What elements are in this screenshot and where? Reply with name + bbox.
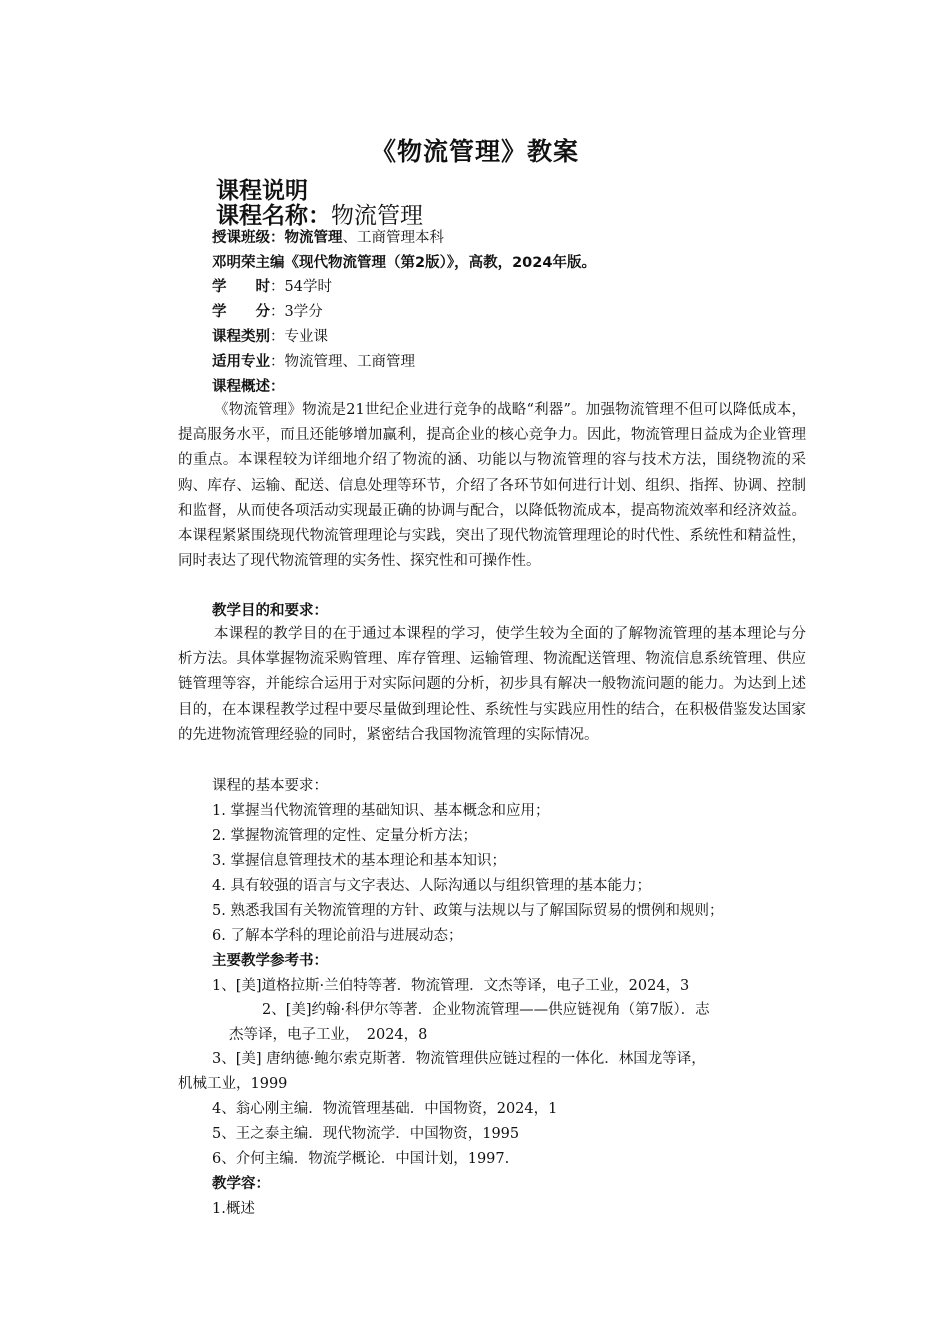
class-line <box>212 228 444 248</box>
category-line <box>212 327 328 347</box>
major-label: 适用专业 <box>212 354 270 370</box>
requirement-item: 5. 熟悉我国有关物流管理的方针、政策与法规以与了解国际贸易的惯例和规则； <box>212 903 724 919</box>
credits-label: 学 分 <box>212 304 270 320</box>
overview-label: 课程概述： <box>212 379 285 395</box>
requirement-item: 6. 了解本学科的理论前沿与进展动态； <box>212 928 463 944</box>
requirement-item: 3. 掌握信息管理技术的基本理论和基本知识； <box>212 853 506 869</box>
course-name-label: 课程名称： <box>216 203 331 229</box>
hours-line <box>212 277 332 297</box>
reference-item: 4、翁心刚主编．物流管理基础．中国物资，2024，1 <box>212 1101 558 1117</box>
major-value: ：物流管理、工商管理 <box>270 354 415 370</box>
course-description-heading: 课程说明 <box>216 178 308 204</box>
class-value-rest: 、工商管理本科 <box>342 230 444 246</box>
category-value: ：专业课 <box>270 329 328 345</box>
reference-item: 3、[美] 唐纳德·鲍尔索克斯著．物流管理供应链过程的一体化．林国龙等译， <box>212 1051 706 1067</box>
teaching-content-label: 教学容： <box>212 1176 270 1192</box>
textbook-line: 邓明荣主编《现代物流管理（第2版）》，高教，2024年版。 <box>212 255 596 271</box>
credits-line <box>212 302 323 322</box>
reference-item: 5、王之泰主编．现代物流学．中国物资，1995 <box>212 1126 520 1142</box>
basic-requirements-label: 课程的基本要求： <box>212 778 328 794</box>
document-title: 《物流管理》教案 <box>370 137 579 166</box>
requirement-item: 2. 掌握物流管理的定性、定量分析方法； <box>212 828 477 844</box>
requirement-item: 4. 具有较强的语言与文字表达、人际沟通以与组织管理的基本能力； <box>212 878 651 894</box>
references-label: 主要教学参考书： <box>212 953 328 969</box>
requirement-item: 1. 掌握当代物流管理的基础知识、基本概念和应用； <box>212 803 550 819</box>
course-name-line <box>216 197 423 230</box>
overview-paragraph: 《物流管理》物流是21世纪企业进行竞争的战略“利器”。加强物流管理不但可以降低成本，提高服务水平，而且还能够增加赢利，提高企业的核心竞争力。因此，物流管理日益成为企业管理的重点。本课程较为详细地介绍了物流的涵、功能以与物流管理的容与技术方法，围绕物流的采购、库存、运输、配送、信息处理等环节，介绍了各环节如何进行计划、组织、指挥、协调、控制和监督，从而使各项活动实现最正确的协调与配合，以降低物流成本，提高物流效率和经济效益。本课程紧紧围绕现代物流管理理论与实践，突出了现代物流管理理论的时代性、系统性和精益性，同时表达了现代物流管理的实务性、探究性和可操作性。 <box>178 402 806 570</box>
major-line <box>212 352 415 372</box>
goals-paragraph: 本课程的教学目的在于通过本课程的学习，使学生较为全面的了解物流管理的基本理论与分析方法。具体掌握物流采购管理、库存管理、运输管理、物流配送管理、物流信息系统管理、供应链管理等容，并能综合运用于对实际问题的分析，初步具有解决一般物流问题的能力。为达到上述目的，在本课程教学过程中要尽量做到理论性、系统性与实践应用性的结合，在积极借鉴发达国家的先进物流管理经验的同时，紧密结合我国物流管理的实际情况。 <box>178 626 806 743</box>
reference-item: 1、[美]道格拉斯·兰伯特等著．物流管理．文杰等译，电子工业，2024，3 <box>212 978 690 994</box>
reference-item: 2、[美]约翰·科伊尔等著．企业物流管理——供应链视角（第7版）．志 <box>262 1002 710 1018</box>
teaching-content-item: 1.概述 <box>212 1201 255 1217</box>
course-name-value: 物流管理 <box>331 203 423 229</box>
hours-label: 学 时 <box>212 279 270 295</box>
class-label: 授课班级： <box>212 230 285 246</box>
hours-value: ：54学时 <box>270 279 332 295</box>
credits-value: ：3学分 <box>270 304 323 320</box>
category-label: 课程类别 <box>212 329 270 345</box>
reference-item-continued: 机械工业，1999 <box>178 1076 288 1092</box>
class-value-bold: 物流管理 <box>284 230 343 246</box>
reference-item-continued: 杰等译，电子工业， 2024，8 <box>229 1027 428 1043</box>
reference-item: 6、介何主编．物流学概论．中国计划，1997. <box>212 1151 510 1167</box>
goals-label: 教学目的和要求： <box>212 603 328 619</box>
